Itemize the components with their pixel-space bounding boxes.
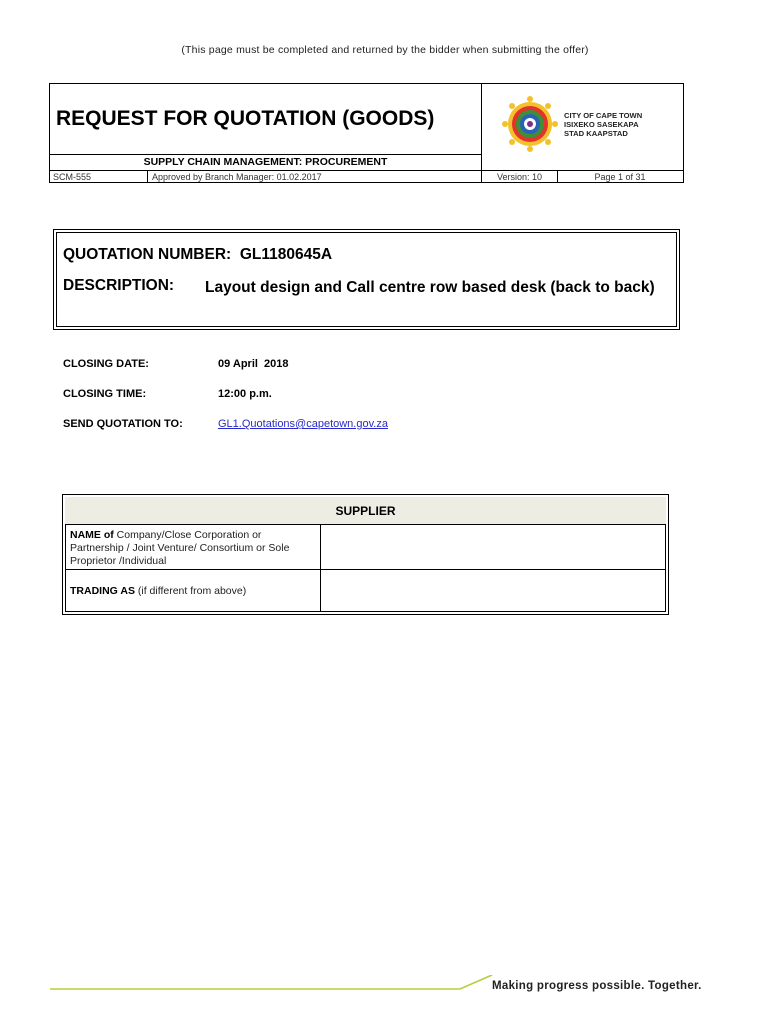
trading-as-input[interactable] — [322, 571, 668, 613]
quotation-number-value: GL1180645A — [239, 246, 333, 263]
send-to-email-link[interactable]: GL1.Quotations@capetown.gov.za — [218, 418, 388, 430]
closing-date-label: CLOSING DATE: — [63, 358, 149, 370]
trading-as-label-bold: TRADING AS — [70, 585, 135, 597]
send-to-label: SEND QUOTATION TO: — [63, 418, 183, 430]
submission-note: (This page must be completed and returned by the bidder when submitting the offer) — [181, 44, 589, 56]
supplier-column-divider — [320, 525, 321, 612]
logo-line-3: STAD KAAPSTAD — [564, 129, 628, 138]
approval-note: Approved by Branch Manager: 01.02.2017 — [148, 171, 482, 183]
description-value: Layout design and Call centre row based desk (back to back) — [205, 279, 655, 296]
supplier-name-label-bold: NAME of — [70, 529, 114, 541]
quotation-number-label: QUOTATION NUMBER: — [63, 246, 232, 263]
logo-line-2: ISIXEKO SASEKAPA — [564, 120, 639, 129]
page-number: Page 1 of 31 — [594, 172, 646, 182]
trading-as-label-rest: (if different from above) — [137, 585, 247, 597]
city-emblem-icon — [502, 96, 558, 152]
header-meta-row — [49, 170, 684, 183]
version: Version: 10 — [482, 171, 558, 183]
closing-date-value: 09 April 2018 — [218, 358, 289, 370]
logo-line-1: CITY OF CAPE TOWN — [564, 111, 643, 120]
supplier-name-label-rest: Company/Close Corporation or Partnership / Joint Venture/ Consortium or Sole Proprietor /Individual — [70, 529, 290, 567]
document-title: REQUEST FOR QUOTATION (GOODS) — [50, 84, 482, 154]
description-label: DESCRIPTION: — [63, 277, 175, 294]
supplier-name-label — [70, 529, 316, 568]
closing-time-label: CLOSING TIME: — [63, 388, 147, 400]
header-subtitle: SUPPLY CHAIN MANAGEMENT: PROCUREMENT — [50, 154, 482, 170]
footer-slogan: Making progress possible. Together. — [492, 980, 702, 992]
supplier-name-input[interactable] — [322, 527, 668, 570]
trading-as-label — [70, 585, 316, 598]
city-logo — [483, 84, 683, 170]
quotation-number — [63, 246, 332, 264]
closing-time-value: 12:00 p.m. — [218, 388, 272, 400]
supplier-heading: SUPPLIER — [65, 497, 666, 525]
footer-swoosh — [50, 975, 500, 1000]
form-code: SCM-555 — [49, 171, 148, 183]
